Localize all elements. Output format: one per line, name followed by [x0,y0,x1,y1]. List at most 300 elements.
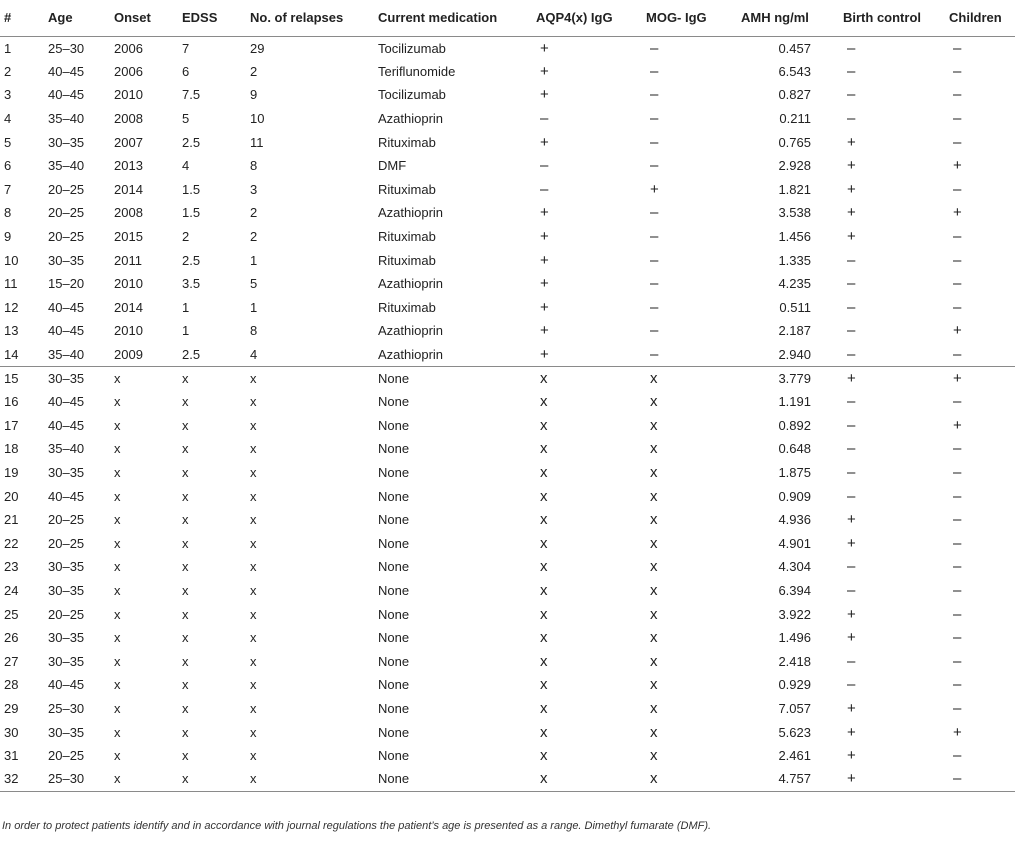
table-row [0,437,1015,461]
cell-aqp4: + [540,204,549,222]
cell-mog: x [650,558,658,576]
table-row [0,296,1015,320]
cell-children: + [953,204,962,222]
cell-age: 30–35 [48,370,85,386]
cell-relapses: x [250,606,257,622]
cell-birth-control: + [847,369,856,387]
cell-number: 6 [4,158,12,174]
cell-birth-control: – [847,110,856,128]
cell-amh: 4.901 [778,535,811,551]
table-row [0,130,1015,154]
cell-edss: x [182,535,189,551]
table-row [0,508,1015,532]
cell-children: – [953,534,962,552]
cell-medication: Rituximab [378,299,436,315]
cell-mog: – [650,298,659,316]
cell-edss: 1.5 [182,205,201,221]
cell-aqp4: x [540,487,548,505]
cell-amh: 0.892 [778,417,811,433]
cell-edss: x [182,441,189,457]
cell-number: 8 [4,205,12,221]
cell-amh: 5.623 [778,724,811,740]
cell-children: + [953,723,962,741]
cell-age: 30–35 [48,559,85,575]
cell-edss: 1.5 [182,181,201,197]
cell-amh: 1.191 [778,394,811,410]
cell-aqp4: + [540,133,549,151]
cell-onset: x [114,441,121,457]
cell-birth-control: + [839,767,945,791]
cell-medication: Rituximab [378,229,436,245]
cell-aqp4: + [540,62,549,80]
cell-number: 28 [4,677,19,693]
cell-mog: x [650,629,658,647]
cell-aqp4: + [540,251,549,269]
cell-onset: 2009 [110,343,178,367]
cell-birth-control: + [847,180,856,198]
cell-amh: 2.418 [778,653,811,669]
header-aqp4: AQP4(x) IgG [532,0,642,36]
cell-mog: x [642,767,737,791]
cell-onset: x [114,535,121,551]
cell-aqp4: + [540,298,549,316]
table-row [0,366,1015,390]
cell-edss: 1 [182,323,190,339]
cell-birth-control: – [847,676,856,694]
table-row [0,414,1015,438]
table-footnote: In order to protect patients identify and in accordance with journal regulations the patient’s age is presented as a range. Dimethyl fumarate (DMF). [2,820,712,832]
cell-amh: 1.875 [778,464,811,480]
cell-mog: x [650,416,658,434]
cell-mog: – [650,228,659,246]
cell-age: 30–35 [48,252,85,268]
cell-number: 16 [4,394,19,410]
cell-children: – [953,605,962,623]
cell-aqp4: x [532,767,642,791]
cell-birth-control: + [847,605,856,623]
cell-aqp4: x [540,416,548,434]
cell-children: – [953,699,962,717]
cell-onset: x [114,512,121,528]
cell-children: – [945,767,1015,791]
cell-birth-control: – [847,298,856,316]
cell-onset: 2010 [114,87,143,103]
cell-relapses: 1 [250,299,258,315]
cell-edss: x [182,700,189,716]
cell-relapses: 10 [250,111,265,127]
cell-number: 5 [4,134,12,150]
cell-relapses: x [250,417,257,433]
cell-relapses: x [250,630,257,646]
cell-amh: 4.304 [778,559,811,575]
cell-amh: 4.235 [778,276,811,292]
cell-medication: None [378,630,410,646]
cell-age: 30–35 [48,653,85,669]
cell-number: 2 [4,63,12,79]
cell-number: 29 [4,700,19,716]
cell-number: 30 [4,724,19,740]
table-row [0,154,1015,178]
cell-birth-control: – [847,275,856,293]
cell-aqp4: x [540,534,548,552]
cell-age: 15–20 [48,276,85,292]
cell-edss: x [182,582,189,598]
cell-onset: 2014 [114,181,143,197]
cell-relapses: x [250,441,257,457]
cell-onset: x [114,394,121,410]
cell-birth-control: – [847,86,856,104]
cell-onset: x [114,606,121,622]
cell-relapses: x [250,512,257,528]
cell-relapses: x [246,767,374,791]
cell-children: – [953,676,962,694]
cell-age: 30–35 [48,724,85,740]
cell-birth-control: – [847,322,856,340]
cell-relapses: x [250,464,257,480]
cell-aqp4: x [540,652,548,670]
cell-number: 31 [4,748,19,764]
cell-mog: x [650,534,658,552]
cell-mog: x [650,440,658,458]
cell-children: – [953,511,962,529]
cell-relapses: x [250,559,257,575]
cell-medication: Azathioprin [378,323,444,339]
cell-children: + [953,157,962,175]
cell-age: 30–35 [48,464,85,480]
cell-relapses: 11 [250,134,264,150]
cell-birth-control: + [847,204,856,222]
cell-medication: Azathioprin [378,205,444,221]
cell-relapses: 5 [250,276,258,292]
table-row [0,484,1015,508]
cell-edss: 2 [182,229,190,245]
cell-age: 20–25 [48,205,85,221]
table-row [0,83,1015,107]
cell-mog: x [650,699,658,717]
cell-edss: x [182,748,189,764]
table-row [0,697,1015,721]
table-row [0,343,1015,367]
cell-onset: x [114,748,121,764]
cell-number: 11 [4,276,18,292]
cell-age: 30–35 [48,582,85,598]
cell-aqp4: – [540,110,549,128]
cell-relapses: 1 [250,252,258,268]
cell-medication: None [378,559,410,575]
cell-onset: 2006 [114,63,143,79]
cell-children: – [953,133,962,151]
header-age: Age [44,0,110,36]
cell-aqp4: x [540,676,548,694]
cell-age: 20–25 [48,512,85,528]
cell-edss: x [182,559,189,575]
cell-number: 14 [0,343,44,367]
cell-birth-control: + [847,723,856,741]
cell-birth-control: – [847,558,856,576]
cell-amh: 4.936 [778,512,811,528]
cell-mog: – [650,110,659,128]
table-row [0,178,1015,202]
cell-medication: None [378,394,410,410]
cell-birth-control: – [839,343,945,367]
cell-edss: 2.5 [182,252,201,268]
cell-amh: 6.543 [778,63,811,79]
cell-mog: – [650,86,659,104]
cell-aqp4: + [540,39,549,57]
cell-relapses: 9 [250,87,258,103]
cell-onset: x [114,417,121,433]
header-edss: EDSS [178,0,246,36]
cell-age: 35–40 [48,441,85,457]
cell-birth-control: + [847,534,856,552]
cell-number: 19 [4,464,19,480]
cell-onset: 2014 [114,299,143,315]
cell-children: – [953,110,962,128]
cell-mog: – [650,62,659,80]
cell-number: 17 [4,417,19,433]
cell-children: – [953,581,962,599]
cell-onset: 2010 [114,276,143,292]
cell-children: – [953,62,962,80]
cell-amh: 0.457 [778,40,811,56]
table-row [0,767,1015,791]
cell-children: – [953,629,962,647]
cell-number: 22 [4,535,19,551]
table-row [0,555,1015,579]
cell-medication: None [378,700,410,716]
cell-medication: Tocilizumab [378,87,446,103]
cell-mog: x [650,369,658,387]
cell-aqp4: x [540,369,548,387]
cell-edss: x [182,630,189,646]
cell-edss: x [182,417,189,433]
cell-number: 9 [4,229,12,245]
cell-edss: 5 [182,111,190,127]
table-body [0,36,1015,791]
cell-children: – [953,463,962,481]
cell-age: 25–30 [48,700,85,716]
cell-aqp4: x [540,440,548,458]
cell-edss: x [182,370,189,386]
cell-medication: Azathioprin [378,111,444,127]
cell-birth-control: – [847,62,856,80]
cell-onset: x [114,677,121,693]
cell-birth-control: – [847,440,856,458]
cell-mog: – [650,157,659,175]
cell-edss: 3.5 [182,276,201,292]
cell-edss: x [178,767,246,791]
cell-relapses: x [250,700,257,716]
table-row [0,107,1015,131]
cell-medication: None [378,417,410,433]
cell-medication: None [378,653,410,669]
cell-birth-control: – [847,581,856,599]
cell-mog: – [642,343,737,367]
cell-edss: x [182,653,189,669]
cell-onset: 2015 [114,229,143,245]
table-row [0,720,1015,744]
cell-medication: None [378,512,410,528]
cell-number: 23 [4,559,19,575]
cell-mog: x [650,511,658,529]
cell-number: 20 [4,488,19,504]
table-row [0,319,1015,343]
cell-amh: 6.394 [778,582,811,598]
cell-number: 24 [4,582,19,598]
table-row [0,649,1015,673]
cell-medication: None [378,488,410,504]
table-row [0,744,1015,768]
cell-onset: x [114,582,121,598]
cell-mog: x [650,463,658,481]
table-row [0,673,1015,697]
cell-birth-control: – [847,416,856,434]
cell-relapses: x [250,394,257,410]
cell-mog: x [650,581,658,599]
cell-onset: 2008 [114,111,143,127]
cell-relapses: 3 [250,181,258,197]
cell-medication: None [378,464,410,480]
cell-relapses: 8 [250,158,258,174]
cell-amh: 0.511 [779,299,811,315]
cell-children: – [953,228,962,246]
cell-age: 40–45 [48,87,85,103]
cell-mog: x [650,723,658,741]
cell-age: 20–25 [48,606,85,622]
cell-onset: x [114,653,121,669]
cell-mog: x [650,747,658,765]
cell-medication: DMF [378,158,407,174]
cell-amh: 0.765 [778,134,811,150]
cell-medication: Azathioprin [378,276,444,292]
cell-aqp4: x [540,393,548,411]
cell-amh: 3.538 [778,205,811,221]
cell-amh: 1.821 [778,181,811,197]
cell-number: 13 [4,323,19,339]
cell-number: 4 [4,111,12,127]
cell-amh: 2.187 [778,323,811,339]
cell-children: – [953,180,962,198]
cell-birth-control: + [847,133,856,151]
cell-medication: Rituximab [378,134,436,150]
cell-children: – [953,747,962,765]
header-children: Children [945,0,1015,36]
cell-relapses: x [250,370,257,386]
cell-children: – [953,558,962,576]
cell-relapses: 2 [250,205,258,221]
cell-edss: 1 [182,299,190,315]
cell-aqp4: + [540,322,549,340]
cell-amh: 0.909 [778,488,811,504]
cell-birth-control: + [847,228,856,246]
cell-number: 27 [4,653,19,669]
cell-medication: None [378,535,410,551]
cell-onset: 2010 [114,323,143,339]
cell-edss: 7 [182,40,190,56]
cell-medication: None [378,441,410,457]
cell-mog: – [650,251,659,269]
cell-medication: Azathioprin [374,343,532,367]
cell-onset: x [114,464,121,480]
cell-onset: x [114,488,121,504]
cell-birth-control: – [847,487,856,505]
cell-edss: x [182,724,189,740]
cell-amh: 1.335 [778,252,811,268]
cell-aqp4: – [540,180,549,198]
cell-onset: 2013 [114,158,143,174]
cell-onset: x [110,767,178,791]
cell-children: – [953,487,962,505]
cell-number: 10 [4,252,19,268]
cell-amh: 3.922 [778,606,811,622]
cell-age: 20–25 [48,229,85,245]
cell-amh: 2.461 [778,748,811,764]
cell-onset: x [114,559,121,575]
cell-birth-control: – [847,393,856,411]
cell-mog: x [650,487,658,505]
cell-aqp4: + [532,343,642,367]
cell-relapses: x [250,748,257,764]
cell-birth-control: + [847,699,856,717]
header-onset: Onset [110,0,178,36]
table-row [0,36,1015,60]
cell-age: 20–25 [48,748,85,764]
cell-age: 35–40 [48,158,85,174]
cell-children: – [953,652,962,670]
cell-age: 20–25 [48,181,85,197]
table-row [0,461,1015,485]
cell-children: – [953,275,962,293]
cell-age: 40–45 [48,417,85,433]
cell-age: 40–45 [48,323,85,339]
header-medication: Current medication [374,0,532,36]
cell-amh: 2.928 [778,158,811,174]
cell-mog: – [650,39,659,57]
cell-edss: 2.5 [178,343,246,367]
cell-edss: x [182,394,189,410]
cell-edss: 2.5 [182,134,201,150]
cell-relapses: 2 [250,229,258,245]
cell-medication: Tocilizumab [378,40,446,56]
cell-relapses: x [250,535,257,551]
header-mog: MOG- IgG [642,0,737,36]
cell-aqp4: x [540,629,548,647]
cell-onset: 2008 [114,205,143,221]
cell-number: 32 [0,767,44,791]
cell-age: 25–30 [48,40,85,56]
cell-mog: – [650,204,659,222]
cell-onset: x [114,700,121,716]
cell-medication: None [378,724,410,740]
cell-children: – [953,86,962,104]
cell-medication: Rituximab [378,181,436,197]
cell-mog: x [650,393,658,411]
cell-birth-control: + [847,511,856,529]
cell-aqp4: x [540,747,548,765]
cell-age: 25–30 [44,767,110,791]
cell-number: 21 [4,512,19,528]
cell-amh: 1.456 [778,229,811,245]
cell-edss: 4 [182,158,190,174]
cell-medication: Teriflunomide [378,63,456,79]
cell-relapses: 2 [250,63,258,79]
cell-number: 3 [4,87,12,103]
cell-mog: x [650,676,658,694]
cell-age: 40–45 [48,488,85,504]
cell-birth-control: – [847,39,856,57]
cell-children: – [953,251,962,269]
cell-aqp4: + [540,275,549,293]
